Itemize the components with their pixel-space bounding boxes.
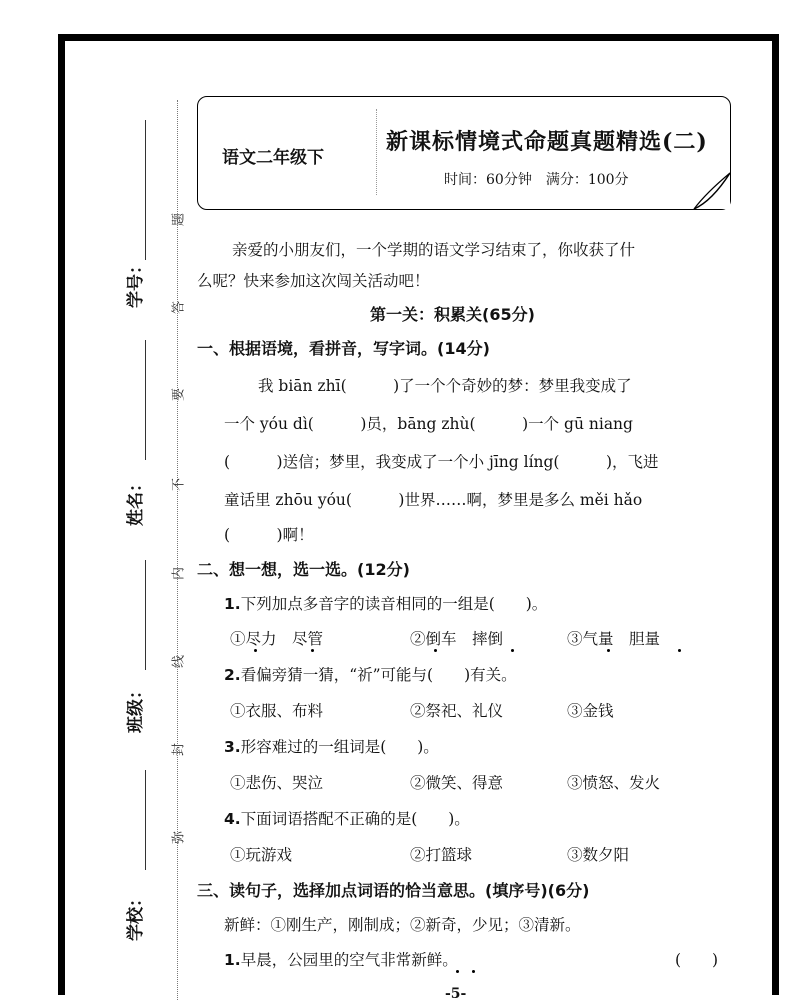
- student-id-label: 学号：: [126, 257, 146, 308]
- option: ①衣服、布料: [230, 702, 324, 720]
- option: ①悲伤、哭泣: [230, 774, 324, 792]
- section-2-title: 二、想一想，选一选。(12分): [197, 560, 410, 579]
- s1-line: 童话里 zhōu yóu( )世界……啊，梦里是多么 měi hǎo: [224, 491, 643, 509]
- emphasis-dot: [607, 649, 610, 652]
- option: ②倒车 摔倒: [410, 630, 504, 648]
- header-divider: [376, 109, 377, 195]
- seal-char: 答: [171, 301, 187, 315]
- emphasis-dot: [511, 649, 514, 652]
- question: 3.形容难过的一组词是( )。: [224, 738, 439, 756]
- seal-char: 内: [171, 567, 187, 581]
- answer-blank: ( ): [675, 951, 719, 969]
- section-1-title: 一、根据语境，看拼音，写字词。(14分): [197, 339, 490, 358]
- question: 2.看偏旁猜一猜，“祈”可能与( )有关。: [224, 666, 517, 684]
- binding-line: [145, 340, 146, 460]
- option: ②微笑、得意: [410, 774, 504, 792]
- question: 4.下面词语搭配不正确的是( )。: [224, 810, 470, 828]
- binding-line: [145, 770, 146, 870]
- level-heading: 第一关：积累关(65分): [370, 305, 535, 324]
- question: 1.下列加点多音字的读音相同的一组是( )。: [224, 595, 548, 613]
- emphasis-dot: [456, 970, 459, 973]
- seal-char: 题: [171, 213, 187, 227]
- s1-line: ( )啊！: [224, 526, 314, 544]
- emphasis-dot: [311, 649, 314, 652]
- option: ②祭祀、礼仪: [410, 702, 504, 720]
- school-label: 学校：: [126, 890, 146, 941]
- option: ③数夕阳: [567, 846, 630, 864]
- binding-line: [145, 120, 146, 260]
- option: ①尽力 尽管: [230, 630, 324, 648]
- option: ③气量 胆量: [567, 630, 661, 648]
- emphasis-dot: [678, 649, 681, 652]
- name-label: 姓名：: [126, 475, 146, 526]
- question: 1.早晨，公园里的空气非常新鲜。: [224, 951, 458, 969]
- s1-line: 我 biān zhī( )了一个个奇妙的梦：梦里我变成了: [258, 377, 632, 395]
- section-3-title: 三、读句子，选择加点词语的恰当意思。(填序号)(6分): [197, 881, 590, 900]
- page-number: -5-: [445, 986, 467, 1002]
- seal-char: 不: [171, 478, 187, 492]
- emphasis-dot: [472, 970, 475, 973]
- paper-title: 新课标情境式命题真题精选(二): [386, 129, 708, 155]
- intro-line: 亲爱的小朋友们，一个学期的语文学习结束了，你收获了什: [232, 241, 636, 259]
- seal-char: 线: [171, 655, 187, 669]
- seal-char: 弥: [171, 831, 187, 845]
- emphasis-dot: [434, 649, 437, 652]
- option: ①玩游戏: [230, 846, 293, 864]
- seal-line: [177, 100, 178, 1000]
- emphasis-dot: [254, 649, 257, 652]
- option: ③金钱: [567, 702, 614, 720]
- s1-line: ( )送信；梦里，我变成了一个小 jīng líng( )，飞进: [224, 453, 659, 471]
- binding-line: [145, 560, 146, 670]
- intro-line: 么呢？快来参加这次闯关活动吧！: [197, 272, 430, 290]
- seal-char: 封: [171, 743, 187, 757]
- header-box: [197, 96, 731, 210]
- option: ③愤怒、发火: [567, 774, 661, 792]
- paper-subtitle: 时间：60分钟 满分：100分: [444, 172, 629, 188]
- s1-line: 一个 yóu dì( )员，bāng zhù( )一个 gū niang: [224, 415, 633, 433]
- grade-label: 语文二年级下: [222, 148, 324, 168]
- option: ②打篮球: [410, 846, 473, 864]
- class-label: 班级：: [126, 682, 146, 733]
- definition: 新鲜：①刚生产，刚制成；②新奇，少见；③清新。: [224, 916, 581, 934]
- seal-char: 要: [171, 388, 187, 402]
- page-curl-icon: [692, 171, 732, 211]
